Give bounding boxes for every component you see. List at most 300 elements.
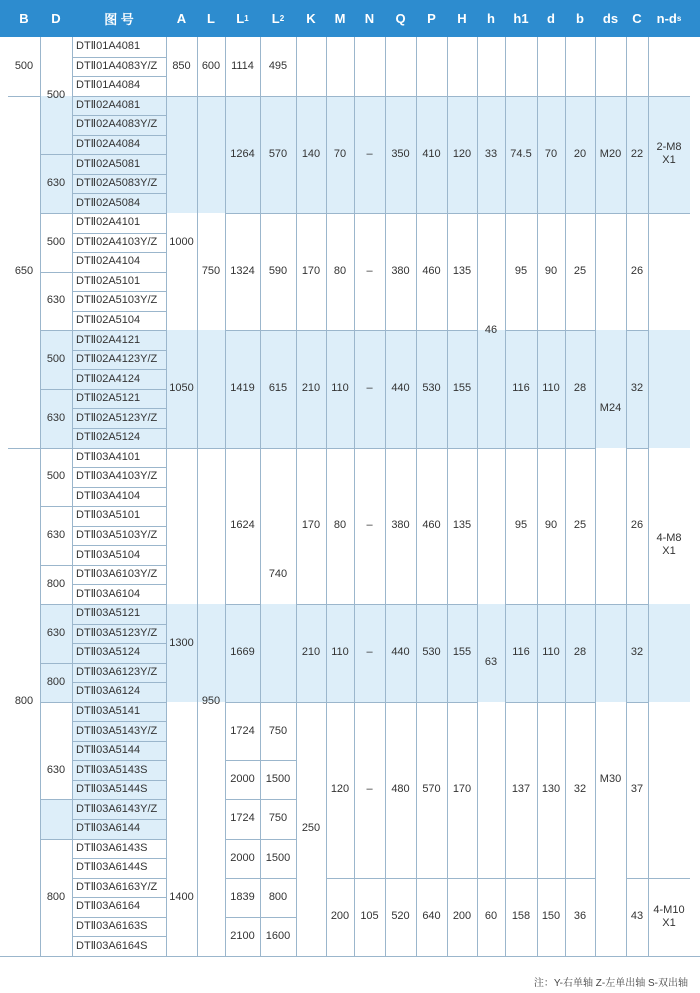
rule [326, 330, 354, 331]
rule [447, 878, 477, 879]
rule [505, 604, 537, 605]
table-cell: 1400 [169, 890, 194, 903]
rule [296, 448, 326, 449]
part-number: DTⅡ02A5124 [76, 431, 141, 444]
table-cell: 380 [391, 519, 410, 532]
rule [225, 917, 260, 918]
table-cell: 95 [514, 519, 528, 532]
table-cell: 630 [46, 177, 66, 190]
rule [595, 604, 626, 605]
col-rule [595, 37, 596, 956]
rule [326, 604, 354, 605]
column-header: P [427, 11, 436, 26]
part-number: DTⅡ02A5084 [76, 196, 141, 209]
table-cell: 1324 [230, 265, 255, 278]
col-rule [326, 37, 327, 956]
part-number: DTⅡ03A4104 [76, 489, 141, 502]
table-cell: 460 [422, 519, 441, 532]
rule [225, 604, 260, 605]
table-cell: 200 [330, 910, 350, 923]
table-cell: 32 [573, 783, 587, 796]
col-rule [225, 37, 226, 956]
rule [326, 213, 354, 214]
rule [40, 604, 72, 605]
table-cell: 460 [422, 265, 441, 278]
table-bottom [0, 956, 700, 957]
table-cell: 20 [573, 147, 587, 160]
rule [197, 96, 225, 97]
table-cell: 640 [422, 910, 441, 923]
rule [416, 96, 447, 97]
table-cell: 155 [452, 382, 472, 395]
part-number: DTⅡ02A5083Y/Z [76, 177, 158, 190]
column-header: K [306, 11, 316, 26]
rule [40, 154, 72, 155]
rule [40, 213, 72, 214]
table-cell: 200 [452, 910, 472, 923]
part-number: DTⅡ03A6123Y/Z [76, 665, 158, 678]
rule [40, 839, 72, 840]
part-number: DTⅡ03A6143Y/Z [76, 802, 158, 815]
table-cell: 1600 [265, 929, 291, 942]
table-cell: 170 [301, 519, 321, 532]
table-cell: 26 [630, 265, 644, 278]
rule [537, 213, 565, 214]
rule [225, 839, 260, 840]
table-cell: 105 [360, 910, 379, 923]
col-rule [72, 37, 73, 956]
table-cell: 110 [331, 646, 349, 659]
rule [505, 330, 537, 331]
rule [416, 330, 447, 331]
table-cell: 650 [14, 265, 34, 278]
table-cell: 750 [201, 265, 221, 278]
part-number: DTⅡ02A5081 [76, 157, 141, 170]
col-rule [505, 37, 506, 956]
rule [326, 96, 354, 97]
table-cell: – [366, 382, 373, 395]
rule [447, 213, 477, 214]
rule [416, 702, 447, 703]
rule [537, 702, 565, 703]
rule [260, 702, 296, 703]
table-cell: 1839 [230, 890, 255, 903]
table-cell: – [366, 265, 373, 278]
part-number: DTⅡ03A6163S [76, 920, 148, 933]
table-cell: 800 [268, 890, 288, 903]
rule [565, 702, 595, 703]
rule [354, 96, 385, 97]
rule [260, 839, 296, 840]
table-cell: 1624 [230, 519, 255, 532]
table-cell: 800 [46, 675, 66, 688]
rule [326, 878, 354, 879]
col-rule [447, 37, 448, 956]
table-cell: 440 [391, 382, 410, 395]
table-cell: 2-M8 X1 [656, 141, 682, 167]
table-cell: 530 [422, 646, 441, 659]
rule [296, 702, 326, 703]
table-cell: 250 [301, 822, 321, 835]
rule [626, 604, 648, 605]
table-cell: M30 [599, 773, 622, 786]
column-header: L [207, 11, 215, 26]
column-header: L 1 [236, 11, 249, 26]
table-cell: 80 [333, 265, 347, 278]
part-number: DTⅡ03A6124 [76, 685, 141, 698]
rule [8, 96, 40, 97]
rule [385, 330, 416, 331]
part-number: DTⅡ03A5123Y/Z [76, 626, 158, 639]
rule [648, 96, 690, 97]
column-header: Q [395, 11, 406, 26]
part-number: DTⅡ03A5124 [76, 646, 141, 659]
rule [40, 702, 72, 703]
part-number: DTⅡ02A5104 [76, 313, 141, 326]
table-cell: 500 [14, 59, 34, 72]
rule [537, 604, 565, 605]
rule [477, 878, 505, 879]
col-rule [296, 37, 297, 956]
rule [505, 213, 537, 214]
rule [166, 96, 197, 97]
rule [477, 213, 505, 214]
table-cell: 615 [268, 382, 288, 395]
rule [626, 448, 648, 449]
part-number: DTⅡ03A6164 [76, 900, 141, 913]
part-number: DTⅡ03A6104 [76, 587, 141, 600]
rule [447, 448, 477, 449]
rule [40, 506, 72, 507]
col-rule [477, 37, 478, 956]
part-number: DTⅡ02A5103Y/Z [76, 294, 158, 307]
rule [354, 878, 385, 879]
table-cell: 26 [630, 519, 644, 532]
table-cell: 137 [511, 783, 531, 796]
table-cell: 1500 [265, 851, 291, 864]
table-cell: 22 [630, 147, 644, 160]
rule [166, 448, 197, 449]
table-cell: 480 [391, 783, 410, 796]
table-cell: 36 [573, 910, 587, 923]
table-cell: 630 [46, 626, 66, 639]
rule [565, 213, 595, 214]
table-cell: 120 [452, 147, 472, 160]
rule [565, 604, 595, 605]
col-rule [626, 37, 627, 956]
table-cell: 4-M10 X1 [653, 903, 685, 929]
rule [626, 213, 648, 214]
rule [416, 878, 447, 879]
rule [565, 96, 595, 97]
rule [354, 702, 385, 703]
table-cell: 740 [268, 568, 288, 581]
footnote: 注：Y-右单轴 Z-左单出轴 S-双出轴 [533, 978, 688, 989]
rule [326, 448, 354, 449]
rule [354, 448, 385, 449]
table-cell: 90 [544, 519, 558, 532]
rule [225, 330, 260, 331]
rule [477, 96, 505, 97]
rule [260, 330, 296, 331]
table-cell: 150 [541, 910, 561, 923]
col-rule [648, 37, 649, 956]
col-rule [537, 37, 538, 956]
rule [225, 213, 260, 214]
table-cell: 32 [630, 646, 644, 659]
rule [595, 213, 626, 214]
part-number: DTⅡ02A4123Y/Z [76, 353, 158, 366]
rule [354, 604, 385, 605]
rule [537, 878, 565, 879]
table-cell: 37 [630, 783, 644, 796]
table-cell: 170 [452, 783, 472, 796]
part-number: DTⅡ02A4081 [76, 98, 141, 111]
rule [40, 799, 72, 800]
part-number: DTⅡ03A5121 [76, 607, 141, 620]
rule [626, 330, 648, 331]
rule [565, 330, 595, 331]
rule [225, 96, 260, 97]
rule [385, 213, 416, 214]
column-header: n-d s [656, 11, 682, 26]
col-rule [40, 37, 41, 956]
rule [296, 604, 326, 605]
part-number: DTⅡ03A6103Y/Z [76, 568, 158, 581]
table-cell: 25 [573, 265, 587, 278]
table-cell: – [366, 519, 373, 532]
part-number: DTⅡ02A4121 [76, 333, 141, 346]
table-cell: 800 [46, 577, 66, 590]
table-cell: 70 [544, 147, 558, 160]
rule [648, 878, 690, 879]
rule [565, 448, 595, 449]
table-cell: 28 [573, 646, 587, 659]
table-cell: 1724 [230, 724, 255, 737]
col-rule [416, 37, 417, 956]
column-header: h1 [513, 11, 529, 26]
rule [260, 213, 296, 214]
table-cell: 116 [512, 382, 530, 395]
rule [505, 96, 537, 97]
table-cell: 520 [391, 910, 410, 923]
table-cell: 570 [268, 147, 288, 160]
rule [260, 448, 296, 449]
table-cell: 1669 [230, 646, 255, 659]
table-cell: 80 [333, 519, 347, 532]
table-cell: 130 [541, 783, 561, 796]
table-cell: 590 [268, 265, 288, 278]
table-cell: 630 [46, 763, 66, 776]
column-header: b [576, 11, 584, 26]
table-cell: 70 [333, 147, 347, 160]
rule [385, 448, 416, 449]
table-cell: 25 [573, 519, 587, 532]
table-cell: 630 [46, 411, 66, 424]
rule [260, 96, 296, 97]
rule [537, 448, 565, 449]
table-cell: 120 [330, 783, 350, 796]
rule [260, 917, 296, 918]
rule [565, 878, 595, 879]
rule [260, 799, 296, 800]
rule [8, 448, 40, 449]
table-cell: 158 [511, 910, 531, 923]
rule [447, 330, 477, 331]
rule [447, 604, 477, 605]
table-cell: 4-M8 X1 [656, 532, 682, 558]
table-cell: 1000 [169, 235, 194, 248]
part-number: DTⅡ02A4101 [76, 216, 141, 229]
rule [537, 96, 565, 97]
table-cell: 500 [46, 470, 66, 483]
rule [260, 878, 296, 879]
rule [260, 760, 296, 761]
table-cell: 530 [422, 382, 441, 395]
table-cell: 750 [268, 812, 288, 825]
col-rule [260, 37, 261, 956]
rule [447, 96, 477, 97]
table-cell: 1500 [265, 773, 291, 786]
part-number: DTⅡ03A6163Y/Z [76, 880, 158, 893]
part-number: DTⅡ03A5141 [76, 704, 141, 717]
rule [648, 213, 690, 214]
table-cell: 630 [46, 529, 66, 541]
part-number: DTⅡ02A4103Y/Z [76, 235, 158, 248]
rule [326, 702, 354, 703]
table-cell: 1300 [169, 636, 194, 649]
col-rule [166, 37, 167, 956]
rule [225, 878, 260, 879]
table-cell: 33 [484, 147, 498, 160]
table-cell: 135 [452, 265, 472, 278]
rule [40, 448, 72, 449]
rule [537, 330, 565, 331]
table-cell: 570 [422, 783, 441, 796]
table-cell: M24 [599, 401, 622, 414]
table-cell: 135 [452, 519, 472, 532]
table-cell: 950 [201, 695, 221, 708]
rule [40, 663, 72, 664]
rule [296, 96, 326, 97]
table-cell: 600 [201, 59, 221, 72]
table-cell: 1419 [230, 382, 255, 395]
rule [416, 448, 447, 449]
col-rule [354, 37, 355, 956]
rule [40, 330, 72, 331]
rule [296, 213, 326, 214]
column-header: 图 号 [104, 12, 134, 27]
rule [197, 448, 225, 449]
table-cell: 1050 [169, 382, 194, 395]
rule [505, 448, 537, 449]
column-header: H [457, 11, 467, 26]
table-cell: 90 [544, 265, 558, 278]
rule [626, 96, 648, 97]
part-number: DTⅡ03A5143Y/Z [76, 724, 158, 737]
table-cell: 95 [514, 265, 528, 278]
table-cell: 630 [46, 294, 66, 307]
column-header: N [364, 11, 375, 26]
table-cell: 1114 [231, 59, 254, 72]
rule [354, 330, 385, 331]
table-cell: 800 [14, 695, 34, 708]
part-number: DTⅡ01A4081 [76, 40, 141, 53]
part-number: DTⅡ02A5121 [76, 392, 141, 405]
rule [40, 389, 72, 390]
table-cell: 110 [331, 382, 349, 395]
rule [354, 213, 385, 214]
table-cell: 850 [172, 59, 191, 72]
part-number: DTⅡ02A5101 [76, 274, 141, 287]
part-number: DTⅡ03A6164S [76, 939, 148, 952]
table-cell: 155 [452, 646, 472, 659]
column-header: d [547, 11, 555, 26]
column-header: ds [602, 11, 619, 26]
table-cell: 380 [391, 265, 410, 278]
column-header: B [19, 11, 29, 26]
rule [447, 702, 477, 703]
part-number: DTⅡ03A5144 [76, 744, 141, 757]
part-number: DTⅡ02A5123Y/Z [76, 411, 158, 424]
part-number: DTⅡ03A6144 [76, 822, 141, 835]
table-cell: 410 [422, 147, 441, 160]
rule [416, 604, 447, 605]
rule [385, 96, 416, 97]
table-cell: 60 [484, 910, 498, 923]
rule [416, 213, 447, 214]
table-cell: – [366, 147, 373, 160]
rule [225, 702, 260, 703]
column-header: L 2 [271, 11, 285, 26]
rule [40, 565, 72, 566]
rule [626, 878, 648, 879]
rule [225, 799, 260, 800]
table-cell: 170 [301, 265, 321, 278]
col-rule [197, 37, 198, 956]
table-cell: 43 [630, 910, 644, 923]
column-header: D [51, 11, 61, 26]
part-number: DTⅡ03A5144S [76, 783, 148, 796]
table-cell: 210 [301, 646, 321, 659]
part-number: DTⅡ03A6143S [76, 841, 148, 854]
column-header: M [334, 11, 346, 26]
part-number: DTⅡ02A4124 [76, 372, 141, 385]
table-cell: 750 [268, 724, 288, 737]
table-cell: 74.5 [510, 147, 532, 160]
part-number: DTⅡ03A6144S [76, 861, 148, 874]
table-cell: 495 [268, 59, 288, 72]
part-number: DTⅡ01A4083Y/Z [76, 59, 158, 72]
rule [40, 272, 72, 273]
table-cell: – [366, 783, 373, 796]
table-cell: 1724 [230, 812, 255, 825]
part-number: DTⅡ03A5104 [76, 548, 141, 561]
part-number: DTⅡ03A5143S [76, 763, 148, 776]
rule [385, 702, 416, 703]
part-number: DTⅡ02A4104 [76, 255, 141, 268]
col-rule [565, 37, 566, 956]
part-number: DTⅡ01A4084 [76, 79, 141, 92]
part-number: DTⅡ03A4103Y/Z [76, 470, 158, 483]
rule [505, 878, 537, 879]
table-cell: 800 [46, 890, 66, 903]
part-number: DTⅡ03A5101 [76, 509, 141, 522]
table-cell: 2000 [230, 773, 255, 786]
table-cell: 28 [573, 382, 587, 395]
table-cell: 500 [46, 89, 66, 102]
rule [225, 760, 260, 761]
